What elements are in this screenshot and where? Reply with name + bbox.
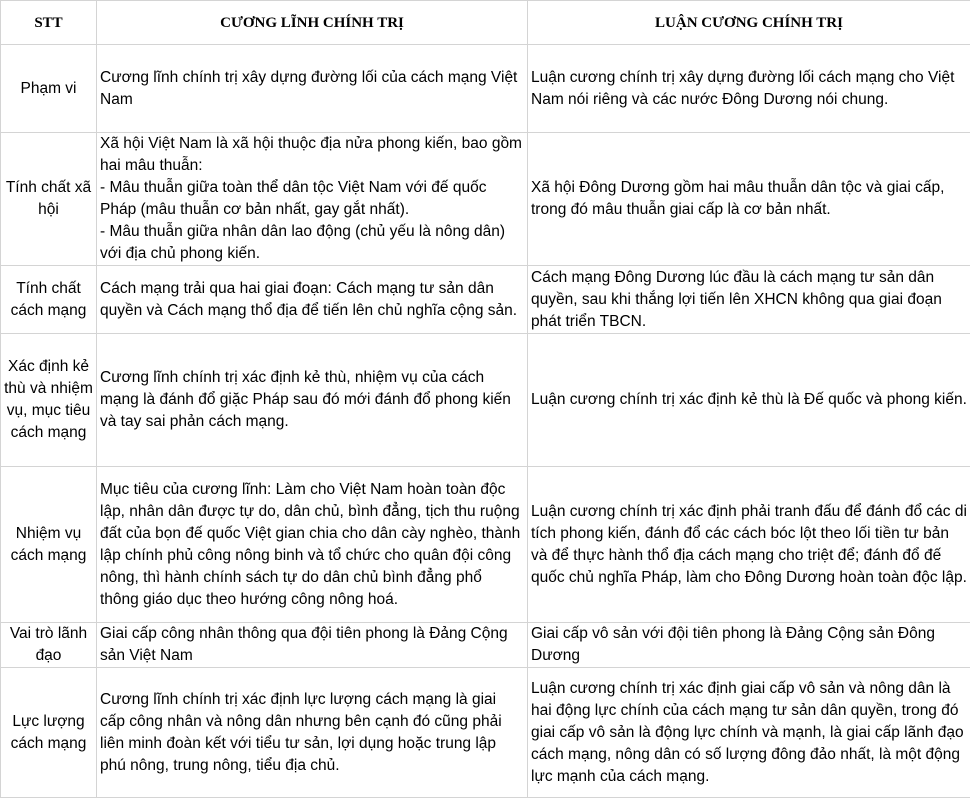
cuong-linh-cell: Cương lĩnh chính trị xác định lực lượng cách mạng là giai cấp công nhân và nông dân nhưng bên cạnh đó cũng phải liên minh đoàn kết với tiểu tư sản, lợi dụng hoặc trung lập phú nông, trung nông, tiểu địa chủ. [97, 668, 528, 798]
cuong-linh-cell: Giai cấp công nhân thông qua đội tiên phong là Đảng Cộng sản Việt Nam [97, 623, 528, 668]
row-label: Tính chất xã hội [1, 133, 97, 266]
luan-cuong-cell: Cách mạng Đông Dương lúc đầu là cách mạng tư sản dân quyền, sau khi thắng lợi tiến lên XHCN không qua giai đoạn phát triển TBCN. [528, 266, 970, 334]
row-label: Lực lượng cách mạng [1, 668, 97, 798]
header-stt: STT [1, 1, 97, 45]
header-luan-cuong: LUẬN CƯƠNG CHÍNH TRỊ [528, 1, 970, 45]
cuong-linh-cell: Cách mạng trải qua hai giai đoạn: Cách mạng tư sản dân quyền và Cách mạng thổ địa để tiến lên chủ nghĩa cộng sản. [97, 266, 528, 334]
row-label: Tính chất cách mạng [1, 266, 97, 334]
table-row [1, 133, 970, 266]
table-row [1, 45, 970, 133]
cuong-linh-cell: Cương lĩnh chính trị xây dựng đường lối của cách mạng Việt Nam [97, 45, 528, 133]
row-label: Xác định kẻ thù và nhiệm vụ, mục tiêu cách mạng [1, 334, 97, 467]
luan-cuong-cell: Giai cấp vô sản với đội tiên phong là Đảng Cộng sản Đông Dương [528, 623, 970, 668]
table-row [1, 266, 970, 334]
cuong-linh-cell: Cương lĩnh chính trị xác định kẻ thù, nhiệm vụ của cách mạng là đánh đổ giặc Pháp sau đó mới đánh đổ phong kiến và tay sai phản cách mạng. [97, 334, 528, 467]
header-cuong-linh: CƯƠNG LĨNH CHÍNH TRỊ [97, 1, 528, 45]
luan-cuong-cell: Luận cương chính trị xác định kẻ thù là Đế quốc và phong kiến. [528, 334, 970, 467]
cuong-linh-cell: Mục tiêu của cương lĩnh: Làm cho Việt Nam hoàn toàn độc lập, nhân dân được tự do, dân chủ, bình đẳng, tịch thu ruộng đất của bọn đế quốc Việt gian chia cho dân cày nghèo, thành lập chính phủ công nông binh và tổ chức cho quân đội công nông, thì hành chính sách tự do dân chủ bình đẳng phổ thông giáo dục theo hướng công nông hoá. [97, 467, 528, 623]
luan-cuong-cell: Luận cương chính trị xây dựng đường lối cách mạng cho Việt Nam nói riêng và các nước Đông Dương nói chung. [528, 45, 970, 133]
row-label: Nhiệm vụ cách mạng [1, 467, 97, 623]
luan-cuong-cell: Luận cương chính trị xác định giai cấp vô sản và nông dân là hai động lực chính của cách mạng tư sản dân quyền, trong đó giai cấp vô sản là động lực chính và mạnh, là giai cấp lãnh đạo cách mạng, nông dân có số lượng đông đảo nhất, là một động lực mạnh của cách mạng. [528, 668, 970, 798]
cuong-linh-cell: Xã hội Việt Nam là xã hội thuộc địa nửa phong kiến, bao gồm hai mâu thuẫn: - Mâu thuẫn giữa toàn thể dân tộc Việt Nam với đế quốc Pháp (mâu thuẫn cơ bản nhất, gay gắt nhất). - Mâu thuẫn giữa nhân dân lao động (chủ yếu là nông dân) với địa chủ phong kiến. [97, 133, 528, 266]
table-row [1, 467, 970, 623]
header-row [1, 1, 970, 45]
table-row [1, 623, 970, 668]
luan-cuong-cell: Luận cương chính trị xác định phải tranh đấu để đánh đổ các di tích phong kiến, đánh đổ các cách bóc lột theo lối tiền tư bản và để thực hành thổ địa cách mạng cho triệt để; đánh đổ đế quốc chủ nghĩa Pháp, làm cho Đông Dương hoàn toàn độc lập. [528, 467, 970, 623]
luan-cuong-cell: Xã hội Đông Dương gồm hai mâu thuẫn dân tộc và giai cấp, trong đó mâu thuẫn giai cấp là cơ bản nhất. [528, 133, 970, 266]
table-row [1, 334, 970, 467]
table-row [1, 668, 970, 798]
row-label: Vai trò lãnh đạo [1, 623, 97, 668]
row-label: Phạm vi [1, 45, 97, 133]
